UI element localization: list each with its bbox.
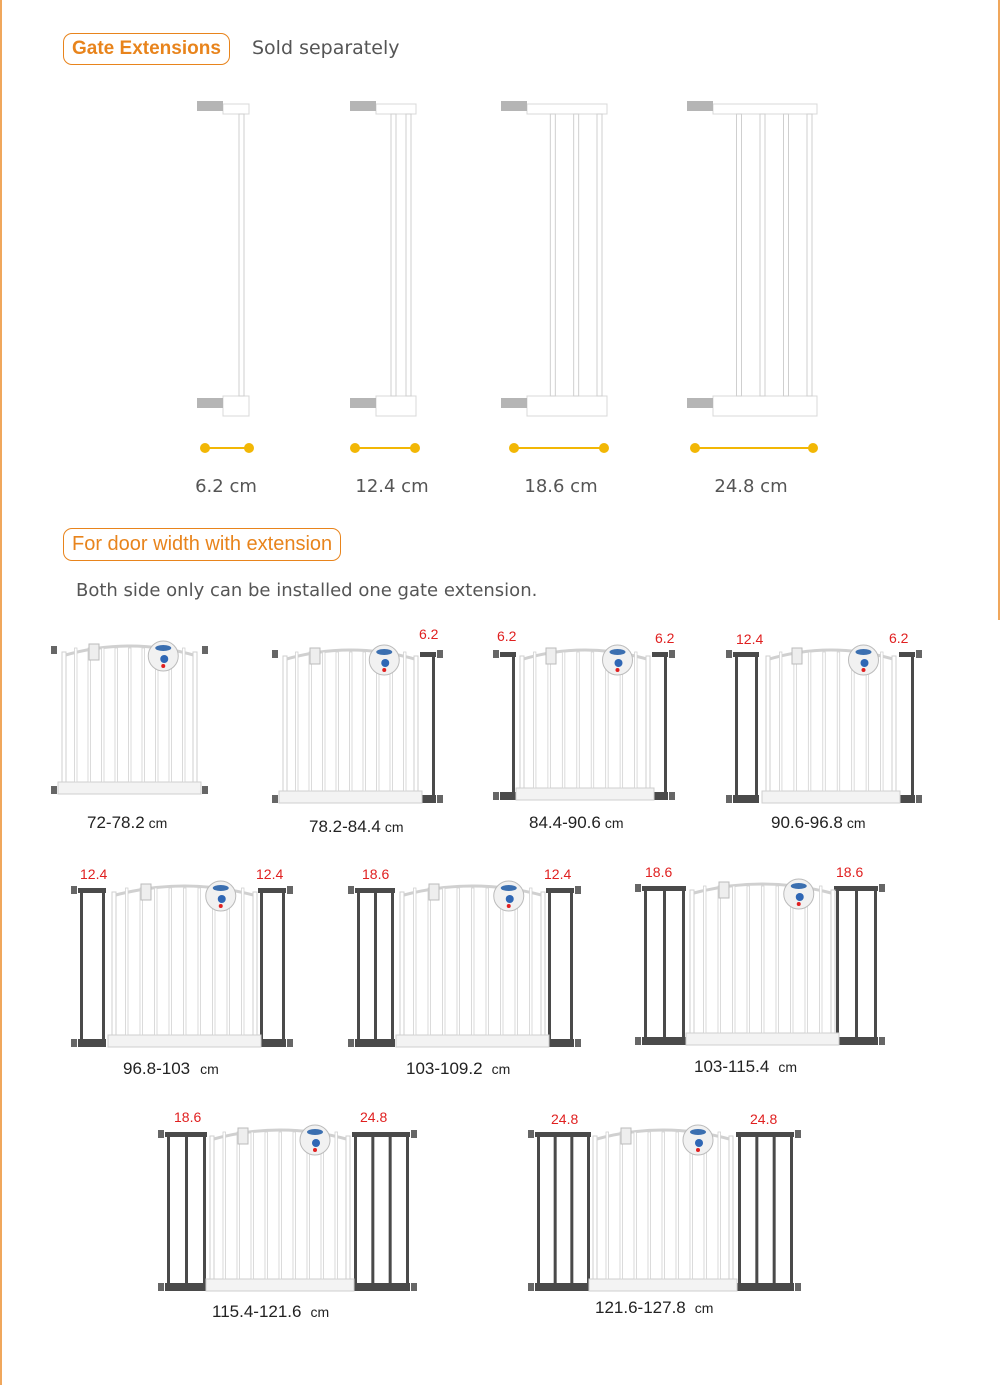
gate-bar [548, 652, 551, 788]
extension-size-label: 18.6 cm [524, 476, 598, 497]
width-range-label: 115.4-121.6 cm [212, 1302, 330, 1321]
width-range-label: 96.8-103 cm [123, 1059, 219, 1078]
gate-bar [242, 888, 245, 1035]
gate-configuration [51, 641, 208, 794]
left-extension-label: 6.2 [497, 628, 517, 644]
wall-bumper [71, 886, 77, 894]
extension-bar [354, 1132, 357, 1291]
extension-bar [644, 886, 647, 1045]
sold-separately-text: Sold separately [252, 37, 400, 59]
gate-hinge [719, 882, 729, 898]
gate-bar [577, 652, 580, 788]
gate-bar [414, 888, 417, 1035]
gate-hinge [89, 644, 99, 660]
extension-bar [755, 1132, 758, 1291]
gate-base [516, 788, 654, 800]
gate-base [686, 1033, 839, 1045]
gate-bar [881, 652, 884, 791]
lock-status-dot [616, 668, 620, 672]
wall-bumper [158, 1130, 164, 1138]
gate-frame [414, 656, 418, 803]
lock-indicator [856, 649, 872, 655]
gate-configuration [348, 881, 581, 1047]
lock-status-dot [219, 904, 223, 908]
gate-bar [823, 652, 826, 791]
lock-indicator [307, 1129, 323, 1135]
gate-bar [635, 652, 638, 788]
dark-extension [642, 886, 686, 1045]
wall-bumper [669, 792, 675, 800]
gate-bar [184, 888, 187, 1035]
lock-button [312, 1139, 320, 1147]
gate-bar [155, 888, 158, 1035]
extension-bar [537, 1132, 540, 1291]
gate-bar [472, 888, 475, 1035]
extension-bar [102, 888, 105, 1047]
gate-bar [296, 652, 299, 791]
width-range-label: 121.6-127.8 cm [595, 1298, 714, 1317]
gate-bar [457, 888, 460, 1035]
gate-bar [265, 1132, 268, 1279]
gate-bar [227, 888, 230, 1035]
extension-bar [836, 886, 839, 1045]
gate-bar [762, 886, 765, 1033]
extension-bar [773, 1132, 776, 1291]
right-extension-label: 6.2 [889, 630, 909, 646]
lock-status-dot [313, 1148, 317, 1152]
gate-bar [486, 888, 489, 1035]
wall-bumper [879, 1037, 885, 1045]
gate-hinge [792, 648, 802, 664]
left-extension-label: 24.8 [551, 1111, 579, 1127]
extension-bar [548, 888, 551, 1047]
baby-gate [396, 881, 549, 1047]
wall-bumper [575, 1039, 581, 1047]
gate-frame [400, 892, 404, 1047]
lock-indicator [155, 645, 171, 651]
gate-base [396, 1035, 549, 1047]
wall-bumper [879, 884, 885, 892]
extension-bottom-rail [352, 1283, 410, 1291]
installation-note: Both side only can be installed one gate extension. [76, 580, 538, 601]
lock-button [381, 659, 389, 667]
baby-gate [516, 645, 654, 800]
extension-bar [682, 886, 685, 1045]
left-extension-label: 18.6 [174, 1109, 202, 1125]
lock-indicator [791, 883, 807, 889]
gate-bar [747, 886, 750, 1033]
right-extension-label: 12.4 [256, 866, 284, 882]
gate-bar [794, 652, 797, 791]
extension-bar [855, 886, 858, 1045]
gate-bar [676, 1132, 679, 1279]
wall-bumper [411, 1130, 417, 1138]
wall-bumper [348, 886, 354, 894]
extension-bar [389, 1132, 392, 1291]
gate-bar [443, 888, 446, 1035]
extension-bar [790, 1132, 793, 1291]
lock-button [218, 895, 226, 903]
width-range-label: 90.6-96.8 cm [771, 813, 866, 832]
wall-bumper [158, 1283, 164, 1291]
extension-bar [663, 886, 666, 1045]
wall-bumper [272, 650, 278, 658]
gate-bar [591, 652, 594, 788]
gate-bar [169, 888, 172, 1035]
lock-button [796, 893, 804, 901]
gate-extensions-heading: Gate Extensions [63, 33, 230, 65]
lock-status-dot [161, 664, 165, 668]
gate-bar [562, 652, 565, 788]
gate-base [762, 791, 900, 803]
wall-bumper [51, 646, 57, 654]
gate-frame [253, 892, 257, 1047]
wall-bumper [493, 650, 499, 658]
extension-bar [260, 888, 263, 1047]
gate-base [589, 1279, 737, 1291]
width-range-label: 103-115.4 cm [694, 1057, 797, 1076]
wall-bumper [916, 795, 922, 803]
dark-extension [78, 888, 106, 1047]
gate-bar [515, 888, 518, 1035]
baby-gate [58, 641, 201, 794]
wall-bumper [528, 1130, 534, 1138]
lock-indicator [501, 885, 517, 891]
gate-configuration [493, 645, 675, 800]
extension-bar [755, 652, 758, 803]
gate-frame [62, 652, 66, 794]
width-range-label: 72-78.2 cm [87, 813, 168, 832]
gate-base [279, 791, 422, 803]
left-extension-label: 18.6 [645, 864, 673, 880]
wall-bumper [437, 650, 443, 658]
gate-bar [363, 652, 366, 791]
extension-bar [406, 1132, 409, 1291]
extension-bar [371, 1132, 374, 1291]
lock-status-dot [862, 668, 866, 672]
right-extension-label: 24.8 [360, 1109, 388, 1125]
lock-button [861, 659, 869, 667]
gate-base [108, 1035, 261, 1047]
lock-indicator [376, 649, 392, 655]
gate-bar [648, 1132, 651, 1279]
right-extension-label: 18.6 [836, 864, 864, 880]
gate-bar [335, 1132, 338, 1279]
gate-frame [766, 656, 770, 803]
extension-bar [374, 888, 377, 1047]
lock-button [615, 659, 623, 667]
gate-bar [776, 886, 779, 1033]
gate-bar [115, 648, 118, 782]
extension-bar [738, 1132, 741, 1291]
wall-bumper [795, 1130, 801, 1138]
gate-bar [779, 652, 782, 791]
lock-status-dot [696, 1148, 700, 1152]
gate-bar [733, 886, 736, 1033]
wall-bumper [411, 1283, 417, 1291]
gate-bar [183, 648, 186, 782]
dark-extension [352, 1132, 410, 1291]
wall-bumper [202, 786, 208, 794]
gate-bar [323, 652, 326, 791]
lock-button [695, 1139, 703, 1147]
gate-frame [892, 656, 896, 803]
gate-hinge [546, 648, 556, 664]
left-extension-label: 12.4 [736, 631, 764, 647]
gate-frame [520, 656, 524, 800]
right-extension-label: 24.8 [750, 1111, 778, 1127]
gate-bar [606, 652, 609, 788]
gate-frame [541, 892, 545, 1047]
wall-bumper [348, 1039, 354, 1047]
gate-frame [283, 656, 287, 803]
lock-button [160, 655, 168, 663]
extension-bar [664, 652, 667, 800]
extension-bar [587, 1132, 590, 1291]
baby-gate [762, 645, 900, 803]
gate-bar [293, 1132, 296, 1279]
gate-bar [309, 652, 312, 791]
gate-bar [620, 1132, 623, 1279]
baby-gate [589, 1125, 737, 1291]
extension-bar [570, 888, 573, 1047]
left-extension-label: 12.4 [80, 866, 108, 882]
gate-bar [837, 652, 840, 791]
gate-bar [142, 648, 145, 782]
dark-extension [535, 1132, 591, 1291]
gate-bar [606, 1132, 609, 1279]
width-range-label: 78.2-84.4 cm [309, 817, 404, 836]
gate-bar [198, 888, 201, 1035]
gate-bar [88, 648, 91, 782]
gate-bar [530, 888, 533, 1035]
lock-status-dot [382, 668, 386, 672]
wall-bumper [528, 1283, 534, 1291]
extension-bar [203, 1132, 206, 1291]
extension-bar [282, 888, 285, 1047]
wall-bumper [669, 650, 675, 658]
gate-bar [805, 886, 808, 1033]
gate-bar [350, 652, 353, 791]
width-range-label: 103-109.2 cm [406, 1059, 511, 1078]
right-extension-label: 6.2 [419, 626, 439, 642]
extension-bar [185, 1132, 188, 1291]
gate-configuration [71, 881, 293, 1047]
extension-bar [167, 1132, 170, 1291]
extension-top-rail [535, 1132, 591, 1137]
baby-gate [108, 881, 261, 1047]
wall-bumper [272, 795, 278, 803]
wall-bumper [287, 886, 293, 894]
gate-bar [140, 888, 143, 1035]
wall-bumper [287, 1039, 293, 1047]
gate-bar [336, 652, 339, 791]
lock-status-dot [507, 904, 511, 908]
gate-frame [193, 652, 197, 794]
gate-frame [112, 892, 116, 1047]
extension-bar [735, 652, 738, 803]
baby-gate [206, 1125, 354, 1291]
extension-top-rail [352, 1132, 410, 1137]
extension-size-label: 24.8 cm [714, 476, 788, 497]
door-width-heading: For door width with extension [63, 528, 341, 561]
gate-bar [852, 652, 855, 791]
gate-bar [820, 886, 823, 1033]
gate-bar [808, 652, 811, 791]
gate-bar [533, 652, 536, 788]
dark-extension [258, 888, 286, 1047]
dark-extension [355, 888, 395, 1047]
baby-gate [686, 879, 839, 1045]
wall-bumper [71, 1039, 77, 1047]
gate-bar [75, 648, 78, 782]
extension-size-label: 6.2 cm [195, 476, 257, 497]
wall-bumper [726, 650, 732, 658]
wall-bumper [795, 1283, 801, 1291]
extension-size-label: 12.4 cm [355, 476, 429, 497]
dark-extension [834, 886, 878, 1045]
wall-bumper [202, 646, 208, 654]
gate-bar [704, 886, 707, 1033]
extension-bar [391, 888, 394, 1047]
gate-hinge [238, 1128, 248, 1144]
extension-bar [512, 652, 515, 800]
gate-bar [126, 888, 129, 1035]
gate-frame [831, 890, 835, 1045]
extension-bar [432, 652, 435, 803]
dark-extension [165, 1132, 207, 1291]
extension-bar [80, 888, 83, 1047]
gate-frame [346, 1136, 350, 1291]
gate-hinge [310, 648, 320, 664]
extension-bar [570, 1132, 573, 1291]
gate-bar [404, 652, 407, 791]
dark-extension [546, 888, 574, 1047]
gate-hinge [141, 884, 151, 900]
lock-indicator [213, 885, 229, 891]
lock-status-dot [797, 902, 801, 906]
wall-bumper [575, 886, 581, 894]
lock-indicator [610, 649, 626, 655]
extension-bar [911, 652, 914, 803]
gate-bar [129, 648, 132, 782]
wall-bumper [916, 650, 922, 658]
gate-configuration [272, 645, 443, 803]
wall-bumper [635, 884, 641, 892]
gate-frame [690, 890, 694, 1045]
gate-hinge [429, 884, 439, 900]
gate-configuration [635, 879, 885, 1045]
gate-bar [251, 1132, 254, 1279]
wall-bumper [635, 1037, 641, 1045]
gate-frame [646, 656, 650, 800]
extension-bottom-rail [736, 1283, 794, 1291]
gate-frame [729, 1136, 733, 1291]
baby-gate [279, 645, 422, 803]
extension-bar [554, 1132, 557, 1291]
gate-hinge [621, 1128, 631, 1144]
gate-bar [662, 1132, 665, 1279]
gate-base [206, 1279, 354, 1291]
dark-extension [733, 652, 759, 803]
gate-frame [210, 1136, 214, 1291]
gate-configuration [726, 645, 922, 803]
gate-bar [718, 1132, 721, 1279]
extension-top-rail [736, 1132, 794, 1137]
wall-bumper [437, 795, 443, 803]
gate-bar [718, 886, 721, 1033]
gate-configuration [158, 1125, 417, 1291]
dark-extension [899, 652, 915, 803]
wall-bumper [726, 795, 732, 803]
lock-indicator [690, 1129, 706, 1135]
gate-frame [593, 1136, 597, 1291]
dark-extension [652, 652, 668, 800]
dark-extension [420, 652, 436, 803]
wall-bumper [493, 792, 499, 800]
gate-bar [102, 648, 105, 782]
dark-extension [736, 1132, 794, 1291]
gate-bar [279, 1132, 282, 1279]
gate-bar [237, 1132, 240, 1279]
extension-bar [357, 888, 360, 1047]
gate-bar [634, 1132, 637, 1279]
width-range-label: 84.4-90.6 cm [529, 813, 624, 832]
lock-button [506, 895, 514, 903]
right-extension-label: 12.4 [544, 866, 572, 882]
gate-configuration [528, 1125, 801, 1291]
extension-bottom-rail [535, 1283, 591, 1291]
dark-extension [500, 652, 516, 800]
gate-bar [428, 888, 431, 1035]
left-extension-label: 18.6 [362, 866, 390, 882]
extension-bar [874, 886, 877, 1045]
gate-bar [223, 1132, 226, 1279]
gate-base [58, 782, 201, 794]
right-extension-label: 6.2 [655, 630, 675, 646]
wall-bumper [51, 786, 57, 794]
